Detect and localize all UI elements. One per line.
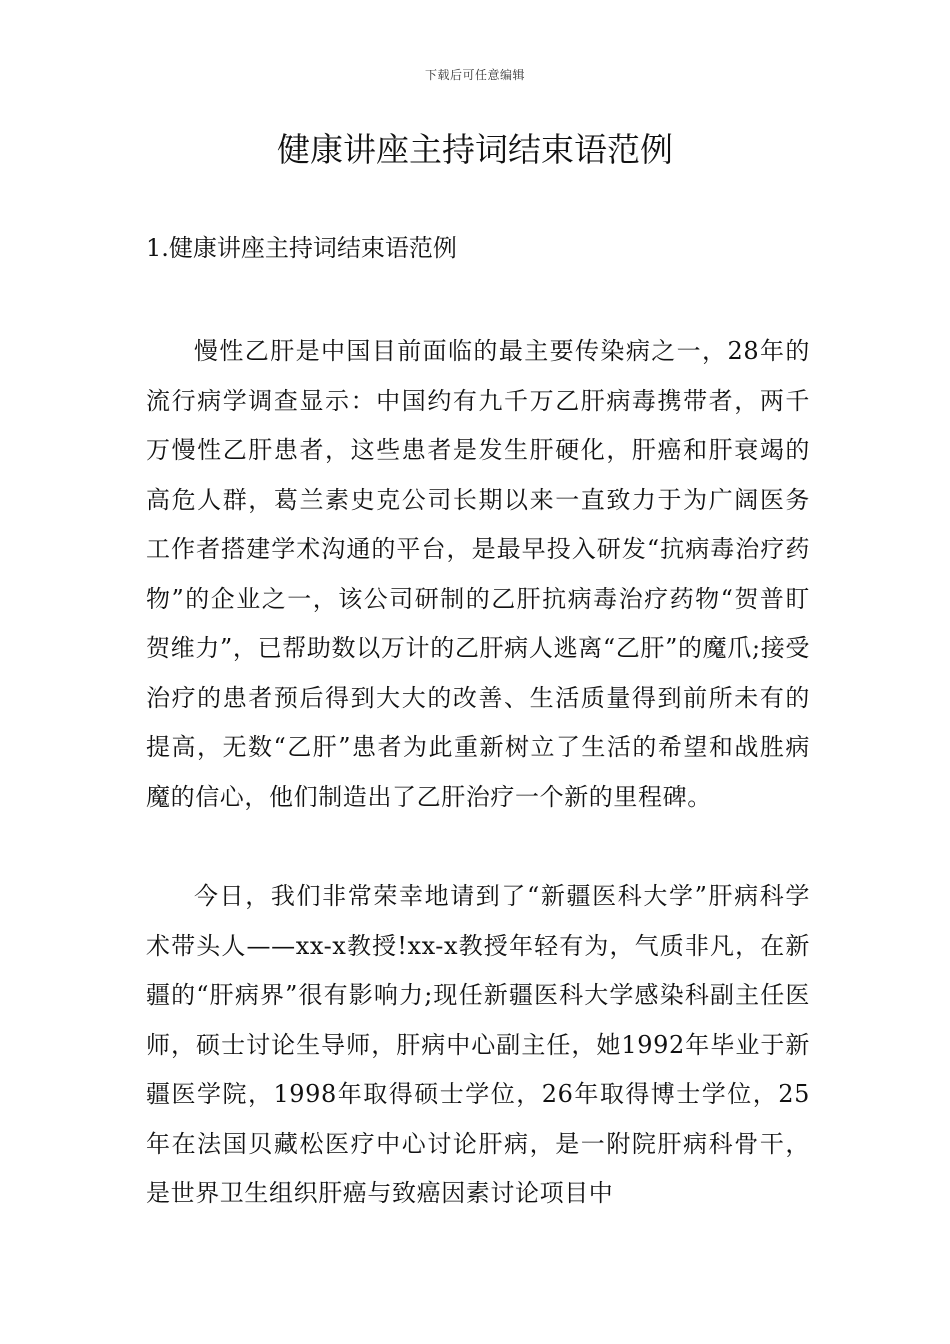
section-heading: 1.健康讲座主持词结束语范例	[146, 234, 457, 262]
document-title: 健康讲座主持词结束语范例	[277, 130, 673, 169]
body-paragraph: 今日，我们非常荣幸地请到了“新疆医科大学”肝病科学术带头人——xx-x教授!xx-x教授年轻有为，气质非凡，在新疆的“肝病界”很有影响力;现任新疆医科大学感染科副主任医师，硕士讨论生导师，肝病中心副主任，她1992年毕业于新疆医学院，1998年取得硕士学位，26年取得博士学位，25年在法国贝藏松医疗中心讨论肝病，是一附院肝病科骨干，是世界卫生组织肝癌与致癌因素讨论项目中	[146, 882, 810, 1207]
body-paragraph: 慢性乙肝是中国目前面临的最主要传染病之一，28年的流行病学调查显示：中国约有九千万乙肝病毒携带者，两千万慢性乙肝患者，这些患者是发生肝硬化，肝癌和肝衰竭的高危人群，葛兰素史克公司长期以来一直致力于为广阔医务工作者搭建学术沟通的平台，是最早投入研发“抗病毒治疗药物”的企业之一，该公司研制的乙肝抗病毒治疗药物“贺普盯贺维力”，已帮助数以万计的乙肝病人逃离“乙肝”的魔爪;接受治疗的患者预后得到大大的改善、生活质量得到前所未有的提高，无数“乙肝”患者为此重新树立了生活的希望和战胜病魔的信心，他们制造出了乙肝治疗一个新的里程碑。	[146, 337, 810, 811]
header-note: 下载后可任意编辑	[424, 68, 525, 82]
